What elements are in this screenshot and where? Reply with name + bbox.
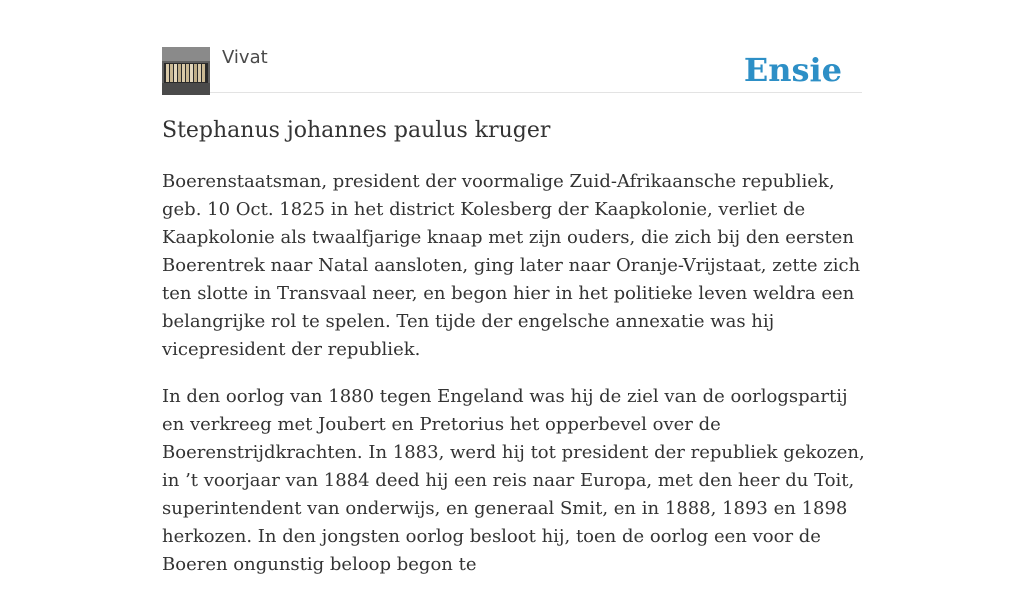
page-title: Stephanus johannes paulus kruger (162, 118, 551, 143)
article-body (162, 168, 866, 598)
header (162, 46, 862, 93)
collection-link[interactable]: Vivat (222, 47, 268, 68)
article-paragraph: Boerenstaatsman, president der voormalige Zuid-Afrikaansche republiek, geb. 10 Oct. 1825 in het district Kolesberg der Kaapkolonie, verliet de Kaapkolonie als twaalfjarige knaap met zijn ouders, die zich bij den eersten Boerentrek naar Natal aansloten, ging later naar Oranje-Vrijstaat, zette zich ten slotte in Transvaal neer, en begon hier in het politieke leven weldra een belangrijke rol te spelen. Ten tijde der engelsche annexatie was hij vicepresident der republiek. (162, 171, 861, 360)
article-paragraph: In den oorlog van 1880 tegen Engeland was hij de ziel van de oorlogspartij en verkreeg met Joubert en Pretorius het opperbevel over de Boerenstrijdkrachten. In 1883, werd hij tot president der republiek gekozen, in ’t voorjaar van 1884 deed hij een reis naar Europa, met den heer du Toit, superintendent van onderwijs, en generaal Smit, en in 1888, 1893 en 1898 herkozen. In den jongsten oorlog besloot hij, toen de oorlog een voor de Boeren ongunstig beloop begon te (162, 386, 865, 575)
book-spines-avatar-icon[interactable] (162, 47, 210, 95)
brand-logo[interactable]: Ensie (743, 51, 842, 89)
